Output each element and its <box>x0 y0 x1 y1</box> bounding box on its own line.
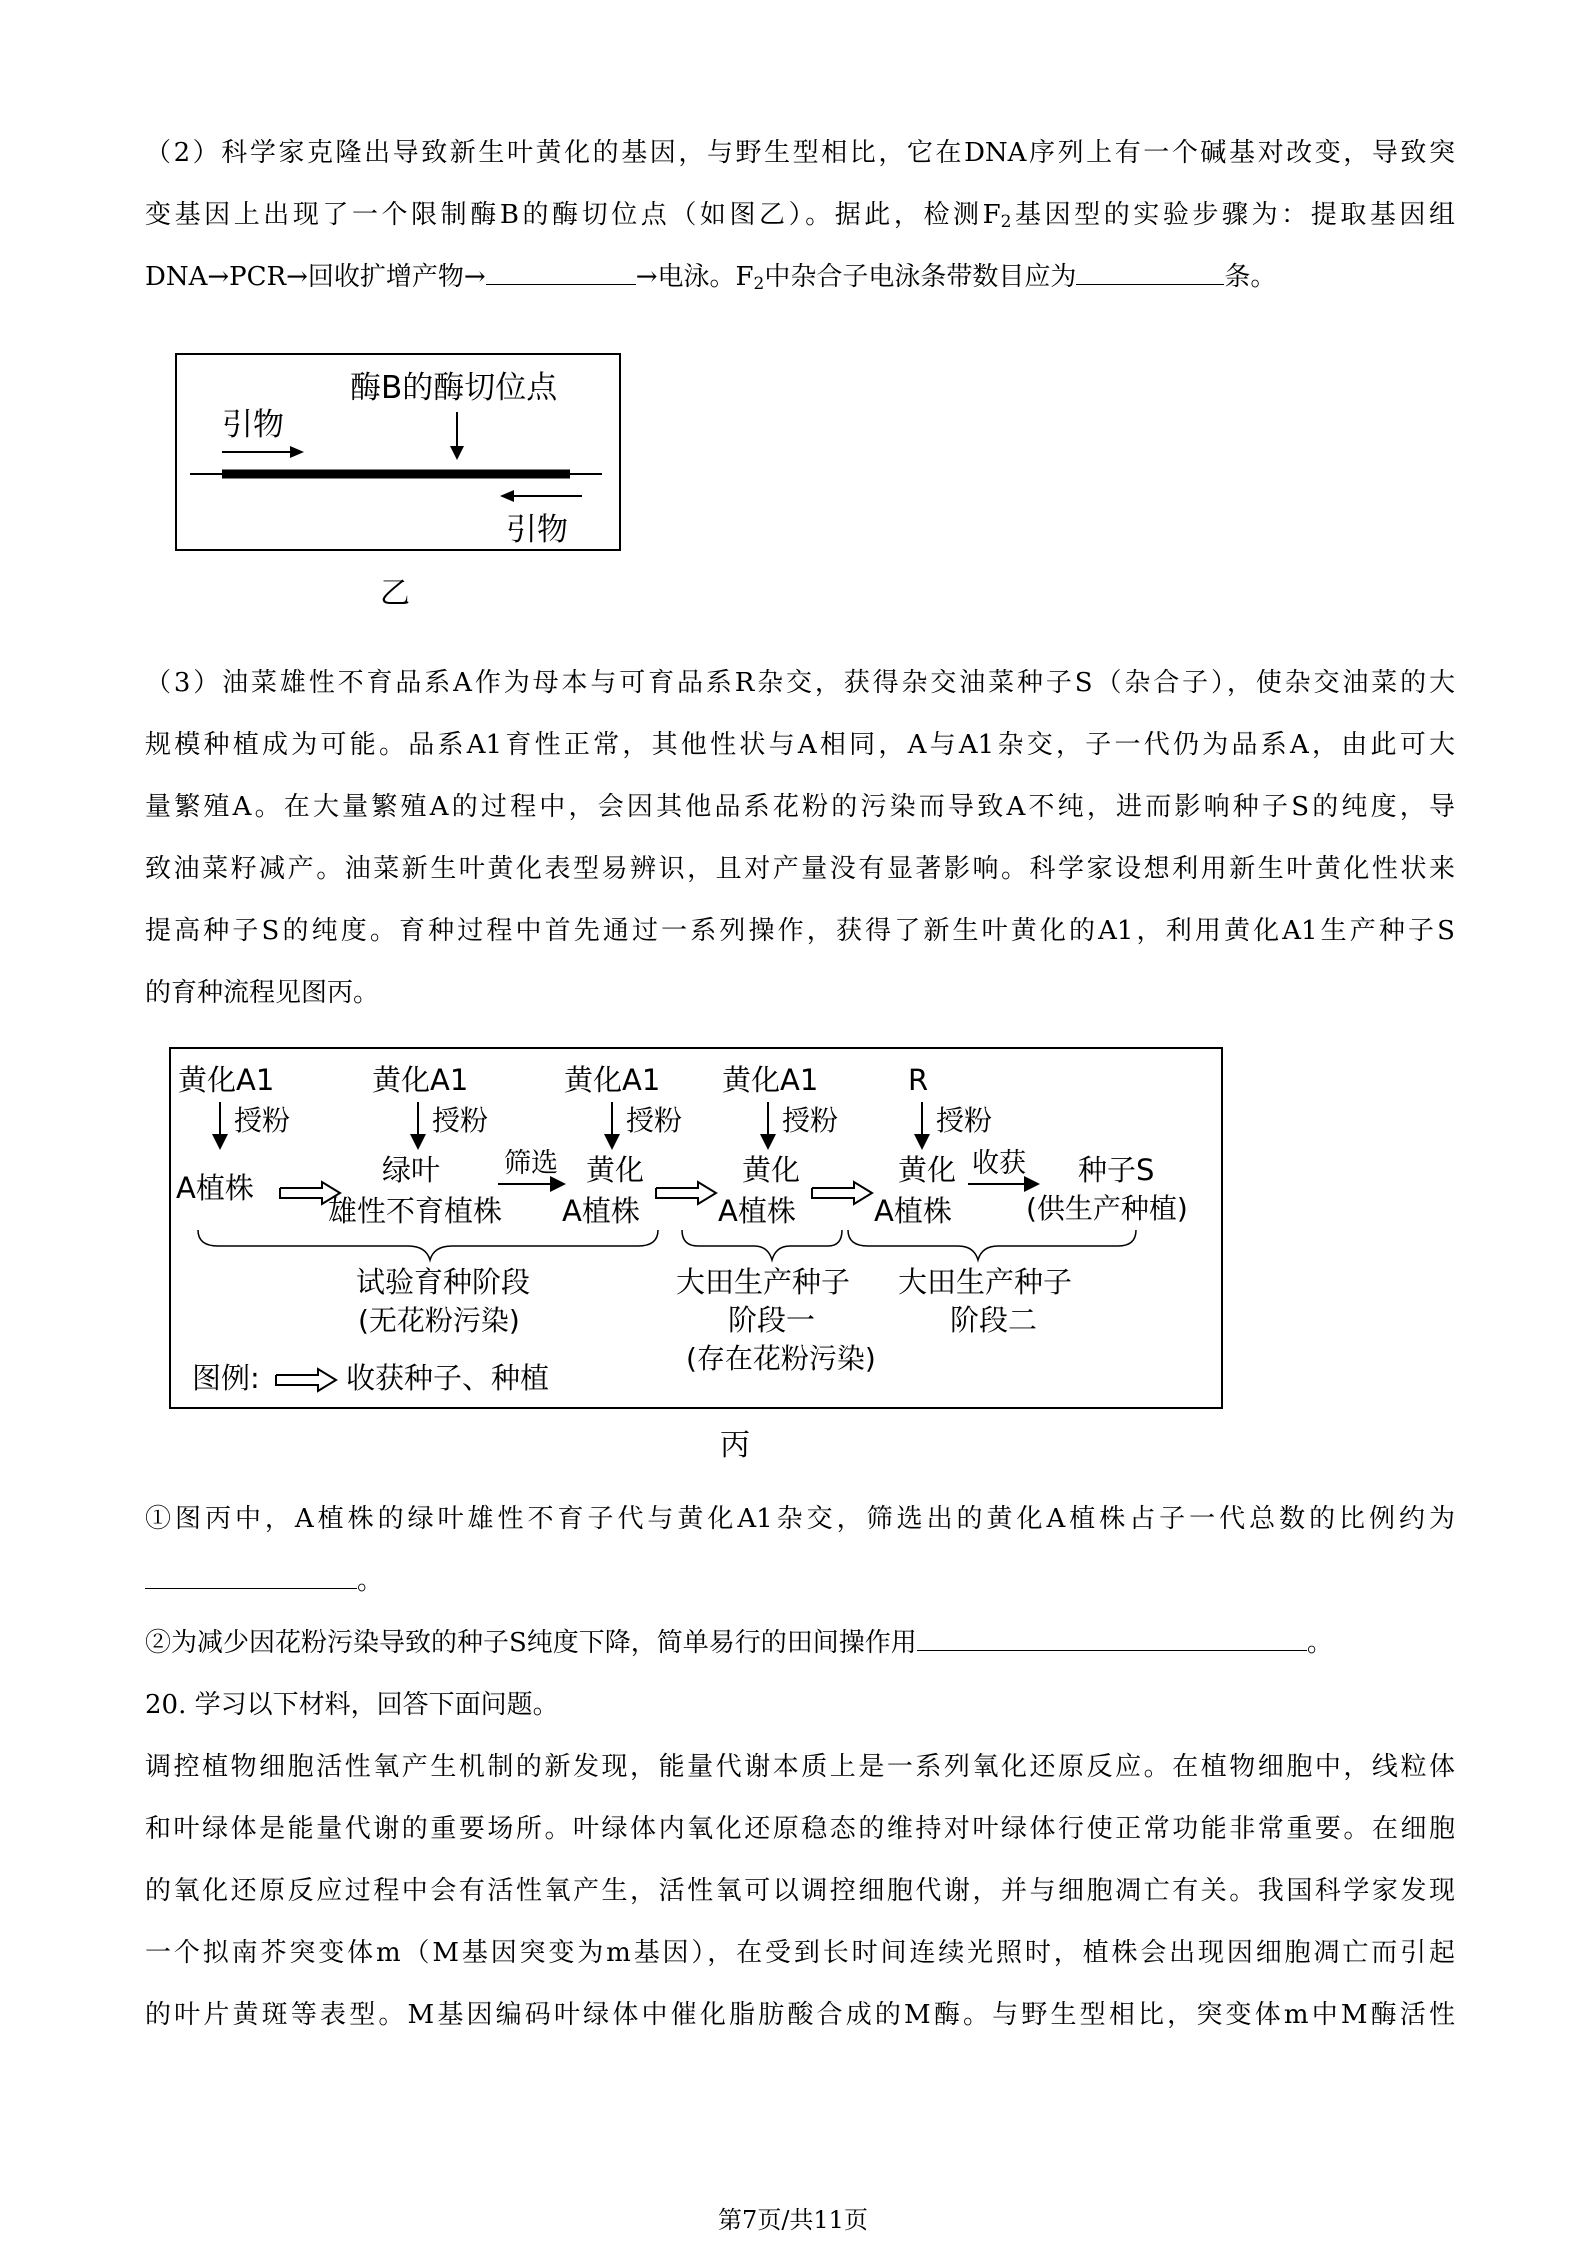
sub-question-2 <box>145 1612 1455 1674</box>
question-2-line-2-end: 基因型的实验步骤为：提取基因组 <box>1011 200 1455 230</box>
question-20-line-3: 的氧化还原反应过程中会有活性氧产生，活性氧可以调控细胞代谢，并与细胞凋亡有关。我国科学家发现 <box>145 1876 1455 1906</box>
stage-brace-1 <box>198 1230 658 1260</box>
answer-blank-1[interactable] <box>486 264 636 285</box>
stage-brace-3 <box>848 1230 1136 1260</box>
figure-bing-diagram <box>168 1046 1228 1416</box>
screen-label: 筛选 <box>504 1148 558 1179</box>
primer-left-arrow-head <box>290 446 304 458</box>
top-label-5: R <box>908 1063 929 1097</box>
question-20-line-5: 的叶片黄斑等表型。M基因编码叶绿体中催化脂肪酸合成的M酶。与野生型相比，突变体m中M酶活性 <box>145 2000 1455 2030</box>
question-20 <box>145 1674 1455 2046</box>
node-green-leaf: 绿叶 <box>382 1153 441 1187</box>
node-a-plant-4: A植株 <box>718 1194 796 1228</box>
enzyme-site-label: 酶B的酶切位点 <box>350 370 558 406</box>
node-yellow-5: 黄化 <box>898 1153 957 1187</box>
node-a-plant-3: A植株 <box>562 1194 640 1228</box>
node-yellow-4: 黄化 <box>742 1153 801 1187</box>
primer-right-arrow-head <box>500 490 514 502</box>
subscript: 2 <box>1000 212 1012 232</box>
question-3 <box>145 652 1455 1024</box>
question-3-line-3: 量繁殖A。在大量繁殖A的过程中，会因其他品系花粉的污染而导致A不纯，进而影响种子S的纯度，导 <box>145 792 1455 822</box>
question-2-line-1: （2）科学家克隆出导致新生叶黄化的基因，与野生型相比，它在DNA序列上有一个碱基对改变，导致突 <box>145 138 1455 168</box>
answer-blank-4[interactable] <box>917 1630 1307 1651</box>
node-male-sterile: 雄性不育植株 <box>328 1194 503 1228</box>
question-3-line-6: 的育种流程见图丙。 <box>145 978 380 1008</box>
figure-yi-caption: 乙 <box>380 576 410 611</box>
sub-question-2-text: ②为减少因花粉污染导致的种子S纯度下降，简单易行的田间操作用 <box>145 1628 917 1658</box>
question-2-line-3-tail: 中杂合子电泳条带数目应为 <box>764 262 1077 292</box>
question-3-line-1: （3）油菜雄性不育品系A作为母本与可育品系R杂交，获得杂交油菜种子S（杂合子），使杂交油菜的大 <box>145 668 1455 698</box>
stage-3-title: 大田生产种子 <box>898 1265 1073 1299</box>
top-label-2: 黄化A1 <box>372 1063 469 1097</box>
question-2 <box>145 122 1455 308</box>
sub-question-1-line-1: ①图丙中，A植株的绿叶雄性不育子代与黄化A1杂交，筛选出的黄化A植株占子一代总数的比例约为 <box>145 1504 1455 1534</box>
answer-blank-2[interactable] <box>1076 264 1224 285</box>
node-a-plant-5: A植株 <box>874 1194 952 1228</box>
question-20-line-1: 调控植物细胞活性氧产生机制的新发现，能量代谢本质上是一系列氧化还原反应。在植物细胞中，线粒体 <box>145 1752 1455 1782</box>
node-seed-s-note: (供生产种植) <box>1026 1192 1188 1225</box>
pollinate-label-4: 授粉 <box>782 1104 839 1137</box>
harvest-label: 收获 <box>972 1148 1026 1179</box>
question-3-line-2: 规模种植成为可能。品系A1育性正常，其他性状与A相同，A与A1杂交，子一代仍为品系A，由此可大 <box>145 730 1455 760</box>
legend-text: 收获种子、种植 <box>346 1361 550 1395</box>
sub-question-1-end: 。 <box>357 1566 384 1596</box>
question-3-line-4: 致油菜籽减产。油菜新生叶黄化表型易辨识，且对产量没有显著影响。科学家设想利用新生叶黄化性状来 <box>145 854 1455 884</box>
primer-right-label: 引物 <box>506 512 568 548</box>
stage-2-subtitle: 阶段一 <box>728 1303 816 1337</box>
pollinate-label-5: 授粉 <box>936 1104 993 1137</box>
figure-bing-caption: 丙 <box>720 1428 750 1463</box>
question-2-line-2 <box>145 184 1455 246</box>
question-2-line-2-text: 变基因上出现了一个限制酶B的酶切位点（如图乙）。据此，检测F <box>145 200 1001 230</box>
pollinate-label-1: 授粉 <box>234 1104 291 1137</box>
node-seed-s: 种子S <box>1078 1153 1155 1187</box>
sub-question-1-line-2 <box>145 1550 1455 1612</box>
answer-blank-3[interactable] <box>145 1568 357 1589</box>
top-label-4: 黄化A1 <box>722 1063 819 1097</box>
top-label-3: 黄化A1 <box>564 1063 661 1097</box>
cut-site-arrow-head <box>450 446 464 460</box>
sub-question-2-line <box>145 1612 1455 1674</box>
question-2-line-3-text: DNA→PCR→回收扩增产物→ <box>145 262 486 292</box>
stage-1-title: 试验育种阶段 <box>356 1265 531 1299</box>
question-20-title: 20. 学习以下材料，回答下面问题。 <box>145 1690 559 1720</box>
legend-label: 图例: <box>192 1361 260 1395</box>
hollow-arrow-2 <box>656 1182 716 1204</box>
stage-3-subtitle: 阶段二 <box>950 1303 1038 1337</box>
question-2-line-3-end: 条。 <box>1224 262 1277 292</box>
pollinate-label-3: 授粉 <box>626 1104 683 1137</box>
figure-yi-diagram <box>170 350 630 560</box>
hollow-arrow-3 <box>812 1182 872 1204</box>
question-2-line-3-mid: →电泳。F <box>635 262 754 292</box>
top-label-1: 黄化A1 <box>178 1063 275 1097</box>
stage-1-note: (无花粉污染) <box>358 1304 520 1337</box>
primer-left-label: 引物 <box>222 407 284 443</box>
question-20-line-4: 一个拟南芥突变体m（M基因突变为m基因），在受到长时间连续光照时，植株会出现因细胞凋亡而引起 <box>145 1938 1455 1968</box>
stage-2-title: 大田生产种子 <box>676 1265 851 1299</box>
question-2-line-3 <box>145 246 1455 308</box>
node-yellow-3: 黄化 <box>586 1153 645 1187</box>
sub-question-2-end: 。 <box>1306 1628 1333 1658</box>
node-a-plant: A植株 <box>176 1171 254 1205</box>
question-3-line-5: 提高种子S的纯度。育种过程中首先通过一系列操作，获得了新生叶黄化的A1，利用黄化A1生产种子S <box>145 916 1455 946</box>
sub-question-1 <box>145 1488 1455 1612</box>
subscript: 2 <box>753 274 765 294</box>
legend-hollow-arrow <box>276 1369 336 1391</box>
question-20-line-2: 和叶绿体是能量代谢的重要场所。叶绿体内氧化还原稳态的维持对叶绿体行使正常功能非常重要。在细胞 <box>145 1814 1455 1844</box>
page-footer: 第7页/共11页 <box>718 2206 868 2234</box>
stage-brace-2 <box>682 1230 842 1260</box>
stage-2-note: (存在花粉污染) <box>686 1342 876 1375</box>
pollinate-label-2: 授粉 <box>432 1104 489 1137</box>
